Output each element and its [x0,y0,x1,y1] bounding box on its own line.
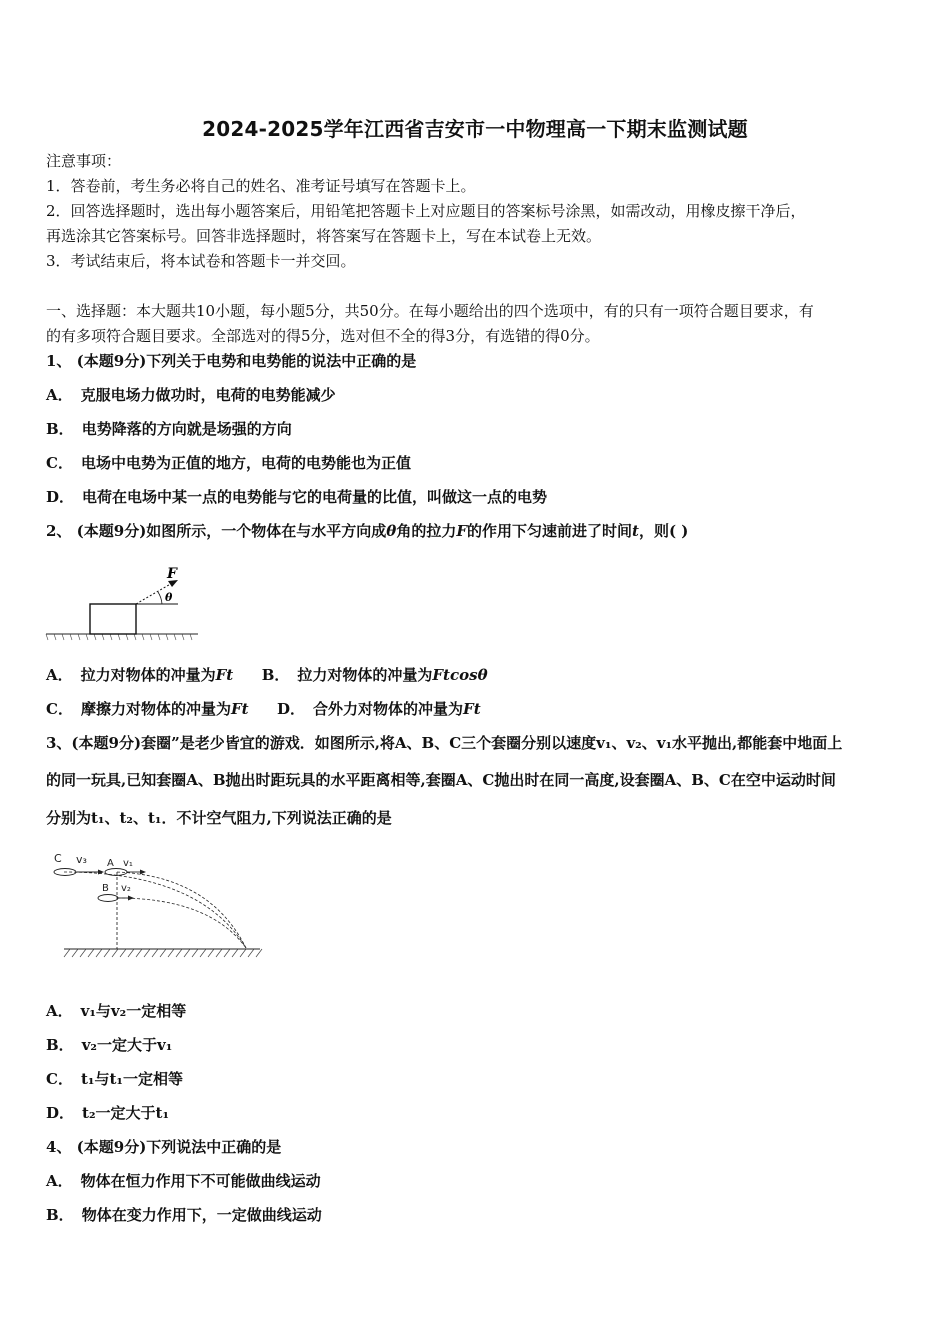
q3-option-d [46,1103,169,1123]
force-label: F [167,566,177,582]
angle-label: θ [165,591,173,604]
q2-stem-F: F [456,522,467,540]
q3-option-b [46,1035,172,1055]
q4-option-a-text: 物体在恒力作用下不可能做曲线运动 [80,1172,321,1190]
trajectory-b [117,898,246,948]
q1-option-b-label: B． [46,420,74,438]
label-c: C [54,852,62,865]
label-v3: v₃ [76,853,87,866]
q2-option-b-label: B． [261,666,290,684]
q2-option-d-label: D． [277,700,306,718]
q3-stem-line1: 3、(本题9分)套圈”是老少皆宜的游戏．如图所示,将A、B、C三个套圈分别以速度v₁、v₂、v₁水平抛出,都能套中地面上 [46,734,843,752]
q2-option-a-text: 拉力对物体的冲量为 [80,666,216,684]
q1-option-d-text: 电荷在电场中某一点的电势能与它的电荷量的比值，叫做这一点的电势 [82,488,548,506]
q3-option-c [46,1069,183,1089]
q4-option-b-label: B． [46,1206,74,1224]
q2-option-a-expr: Ft [215,666,234,684]
q3-option-d-text: t₂一定大于t₁ [82,1104,170,1122]
q2-option-a-label: A． [46,666,73,684]
q3-option-a [46,1001,186,1021]
q2-option-b-expr: Ftcosθ [432,666,488,684]
ring-b [98,895,118,902]
q1-option-b [46,419,292,439]
q4-stem: 4、 (本题9分)下列说法中正确的是 [46,1138,282,1156]
q1-option-c-text: 电场中电势为正值的地方，电荷的电势能也为正值 [80,454,411,472]
q1-option-b-text: 电势降落的方向就是场强的方向 [81,420,292,438]
v1-arrow-head [140,870,146,875]
q3-stem-line3: 分别为t₁、t₂、t₁．不计空气阻力,下列说法正确的是 [46,809,392,827]
q1-option-a [46,385,336,405]
q2-stem [46,521,688,541]
q1-option-a-label: A． [46,386,73,404]
q3-option-c-label: C． [46,1070,73,1088]
q1-option-c [46,453,411,473]
q3-option-a-text: v₁与v₂一定相等 [80,1002,187,1020]
notice-item-3: 3．考试结束后，将本试卷和答题卡一并交回。 [46,252,356,270]
q3-option-a-label: A． [46,1002,73,1020]
label-a: A [107,858,114,869]
q1-option-d-label: D． [46,488,75,506]
q2-option-c-label: C． [46,700,73,718]
q2-stem-part-d: ，则( ) [638,522,689,540]
notice-heading: 注意事项： [46,152,122,170]
section-intro-line1: 一、选择题：本大题共10小题，每小题5分，共50分。在每小题给出的四个选项中，有的只有一项符合题目要求，有 [46,302,814,320]
q1-option-d [46,487,547,507]
q2-stem-part-a: 2、 (本题9分)如图所示，一个物体在与水平方向成 [46,522,387,540]
q2-option-d-text: 合外力对物体的冲量为 [313,700,464,718]
q4-option-b [46,1205,322,1225]
q1-option-c-label: C． [46,454,73,472]
ground-hatch [64,949,262,957]
q1-option-a-text: 克服电场力做功时，电荷的电势能减少 [80,386,336,404]
q4-option-b-text: 物体在变力作用下，一定做曲线运动 [81,1206,322,1224]
q2-option-b-text: 拉力对物体的冲量为 [297,666,433,684]
v2-arrow-head [128,896,134,901]
section-intro-line2: 的有多项符合题目要求。全部选对的得5分，选对但不全的得3分，有选错的得0分。 [46,327,600,345]
notice-item-2: 2．回答选择题时，选出每小题答案后，用铅笔把答题卡上对应题目的答案标号涂黑，如需改动，用橡皮擦干净后， [46,202,806,220]
q3-stem-line2: 的同一玩具,已知套圈A、B抛出时距玩具的水平距离相等,套圈A、C抛出时在同一高度,设套圈A、B、C在空中运动时间 [46,771,836,789]
q2-option-c-text: 摩擦力对物体的冲量为 [80,700,231,718]
ground-hatch [46,634,192,640]
trajectory-a [117,872,246,948]
page-title: 2024-2025学年江西省吉安市一中物理高一下期末监测试题 [202,117,748,141]
q2-figure-block-on-ground [44,562,204,646]
q2-stem-t: t [632,522,639,540]
q2-options-row-ab [46,665,488,685]
notice-item-1: 1．答卷前，考生务必将自己的姓名、准考证号填写在答题卡上。 [46,177,476,195]
q2-option-d-expr: Ft [463,700,481,718]
q2-stem-part-b: 角的拉力 [396,522,457,540]
q2-stem-theta: θ [386,522,397,540]
label-v2: v₂ [121,883,131,894]
label-b: B [102,883,109,894]
q4-option-a [46,1171,321,1191]
angle-arc [158,592,162,604]
q2-stem-part-c: 的作用下匀速前进了时间 [466,522,632,540]
q3-option-d-label: D． [46,1104,75,1122]
q3-option-b-text: v₂一定大于v₁ [81,1036,173,1054]
block [90,604,136,634]
q3-figure-ring-toss [50,848,265,960]
q3-option-c-text: t₁与t₁一定相等 [80,1070,183,1088]
q4-option-a-label: A． [46,1172,73,1190]
q2-options-row-cd [46,699,481,719]
q1-stem: 1、 (本题9分)下列关于电势和电势能的说法中正确的是 [46,352,417,370]
notice-item-2-cont: 再选涂其它答案标号。回答非选择题时，将答案写在答题卡上，写在本试卷上无效。 [46,227,602,245]
q2-option-c-expr: Ft [230,700,249,718]
q3-option-b-label: B． [46,1036,74,1054]
label-v1: v₁ [123,858,133,869]
